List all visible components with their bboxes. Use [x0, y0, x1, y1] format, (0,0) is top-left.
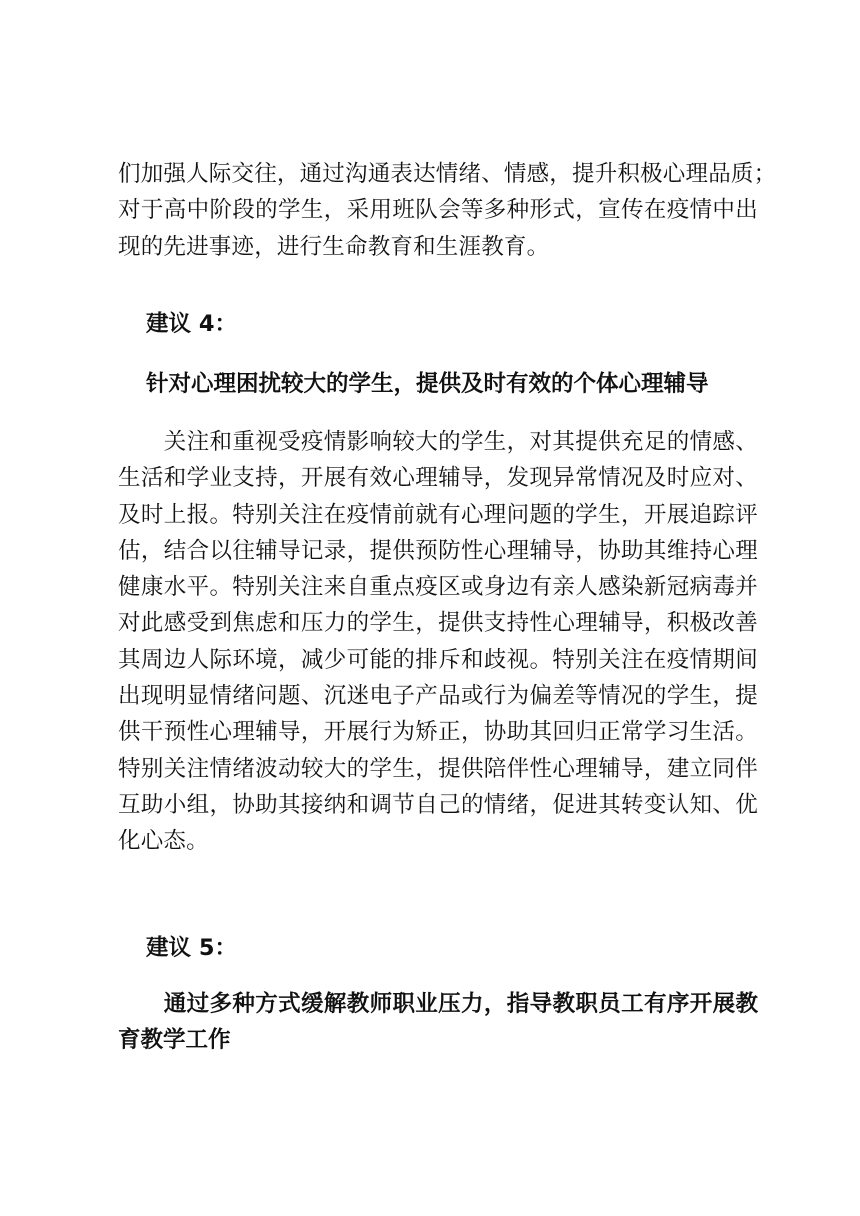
text-line: 生活和学业支持，开展有效心理辅导，发现异常情况及时应对、	[118, 465, 758, 492]
text-line: 化心态。	[118, 828, 209, 855]
text-line: 及时上报。特别关注在疫情前就有心理问题的学生，开展追踪评	[118, 501, 758, 528]
text-line: 们加强人际交往，通过沟通表达情绪、情感，提升积极心理品质；	[118, 161, 777, 187]
text-line: 对于高中阶段的学生，采用班队会等多种形式，宣传在疫情中出	[118, 197, 758, 224]
suggestion-4-body	[118, 424, 758, 860]
text-line: 供干预性心理辅导，开展行为矫正，协助其回归正常学习生活。	[118, 719, 758, 746]
text-line: 对此感受到焦虑和压力的学生，提供支持性心理辅导，积极改善	[118, 610, 758, 637]
text-line: 现的先进事迹，进行生命教育和生涯教育。	[118, 233, 550, 260]
text-line: 健康水平。特别关注来自重点疫区或身边有亲人感染新冠病毒并	[118, 574, 758, 601]
suggestion-5-label: 建议 5：	[146, 935, 237, 961]
text-line: 出现明显情绪问题、沉迷电子产品或行为偏差等情况的学生，提	[118, 683, 758, 710]
text-line: 关注和重视受疫情影响较大的学生，对其提供充足的情感、	[118, 429, 758, 455]
continued-paragraph	[118, 156, 777, 265]
text-line: 互助小组，协助其接纳和调节自己的情绪，促进其转变认知、优	[118, 791, 758, 818]
suggestion-4-label: 建议 4：	[146, 311, 237, 337]
text-line: 其周边人际环境，减少可能的排斥和歧视。特别关注在疫情期间	[118, 646, 758, 673]
text-line: 特别关注情绪波动较大的学生，提供陪伴性心理辅导，建立同伴	[118, 755, 758, 782]
title-line: 育教学工作	[118, 1027, 231, 1054]
text-line: 估，结合以往辅导记录，提供预防性心理辅导，协助其维持心理	[118, 537, 758, 564]
suggestion-5-title	[118, 986, 758, 1059]
suggestion-4-title: 针对心理困扰较大的学生，提供及时有效的个体心理辅导	[146, 371, 709, 397]
title-line: 通过多种方式缓解教师职业压力，指导教职员工有序开展教	[118, 991, 758, 1017]
